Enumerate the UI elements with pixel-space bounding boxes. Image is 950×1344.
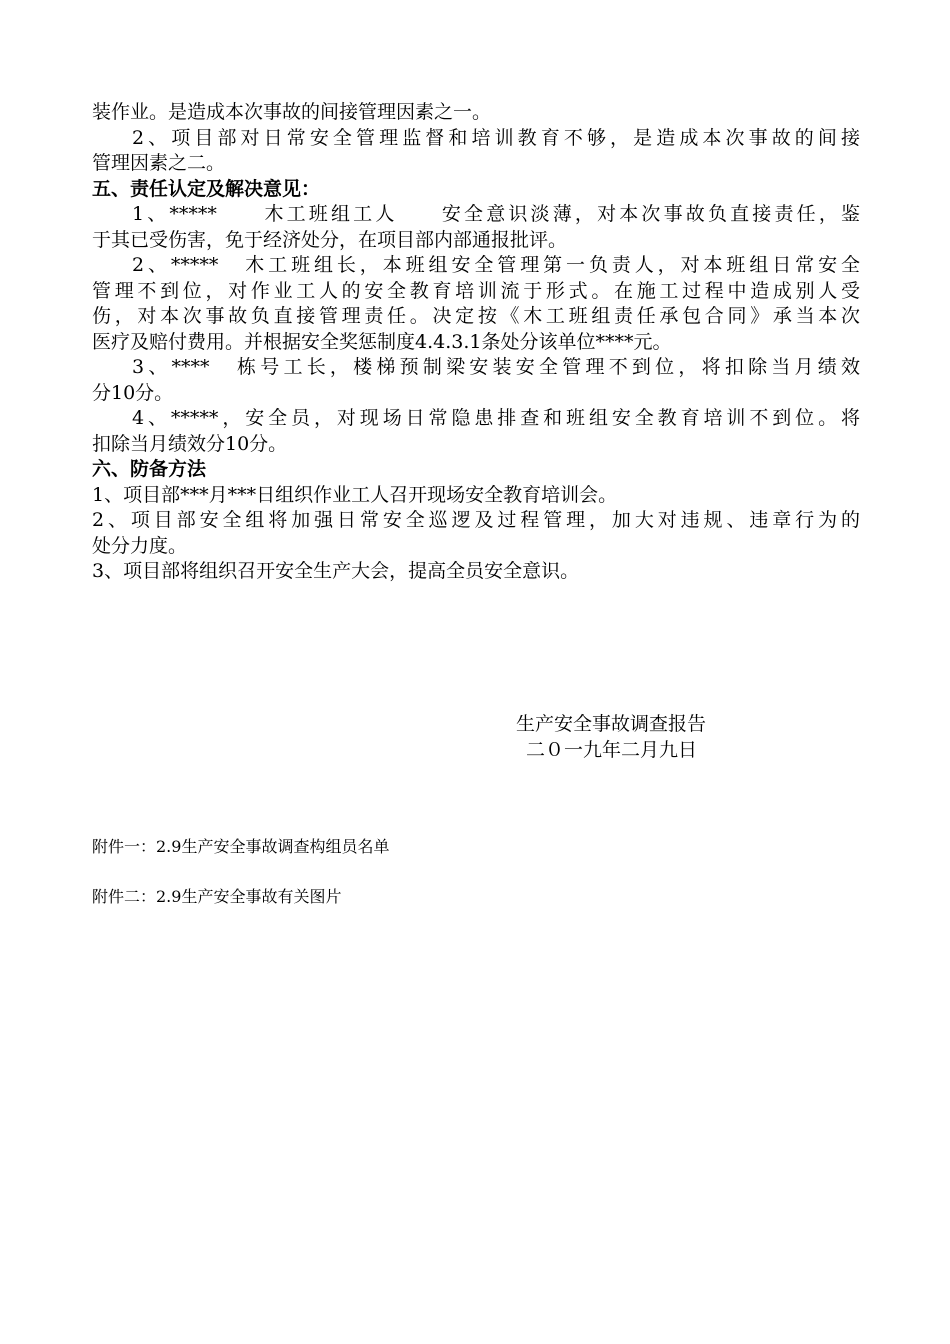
paragraph-line: 分10分。 — [92, 381, 174, 404]
paragraph-line: 2、***** 木工班组长，本班组安全管理第一负责人，对本班组日常安全 — [132, 254, 860, 276]
paragraph-line: 扣除当月绩效分10分。 — [92, 432, 288, 455]
paragraph-line: 3、项目部将组织召开安全生产大会，提高全员安全意识。 — [92, 560, 580, 582]
paragraph-line: 4、*****，安全员，对现场日常隐患排查和班组安全教育培训不到位。将 — [132, 407, 860, 429]
paragraph-line: 管理不到位，对作业工人的安全教育培训流于形式。在施工过程中造成别人受 — [92, 279, 860, 302]
paragraph-line: 3、**** 栋号工长，楼梯预制梁安装安全管理不到位，将扣除当月绩效 — [132, 356, 860, 378]
paragraph-line: 1、***** 木工班组工人 安全意识淡薄，对本次事故负直接责任，鉴 — [132, 203, 860, 225]
section-heading-responsibility: 五、责任认定及解决意见： — [92, 177, 321, 200]
paragraph-line: 医疗及赔付费用。并根据安全奖惩制度4.4.3.1条处分该单位****元。 — [92, 330, 672, 353]
paragraph-line: 1、项目部***月***日组织作业工人召开现场安全教育培训会。 — [92, 483, 618, 506]
attachment-item: 附件二：2.9生产安全事故有关图片 — [92, 887, 342, 906]
document-body — [92, 100, 860, 585]
section-heading-prevention: 六、防备方法 — [92, 458, 207, 480]
paragraph-line: 管理因素之二。 — [92, 152, 226, 174]
paragraph-line: 2、项目部安全组将加强日常安全巡逻及过程管理，加大对违规、违章行为的 — [92, 509, 860, 531]
signature-title: 生产安全事故调查报告 — [516, 713, 707, 735]
attachment-item: 附件一：2.9生产安全事故调查构组员名单 — [92, 837, 390, 856]
paragraph-line: 装作业。是造成本次事故的间接管理因素之一。 — [92, 101, 492, 123]
paragraph-line: 2、项目部对日常安全管理监督和培训教育不够，是造成本次事故的间接 — [132, 126, 860, 149]
paragraph-line: 于其已受伤害，免于经济处分，在项目部内部通报批评。 — [92, 228, 568, 251]
signature-date: 二０一九年二月九日 — [526, 739, 698, 761]
paragraph-line: 处分力度。 — [92, 534, 188, 557]
signature-block — [516, 711, 706, 763]
paragraph-line: 伤，对本次事故负直接管理责任。决定按《木工班组责任承包合同》承当本次 — [92, 305, 860, 327]
